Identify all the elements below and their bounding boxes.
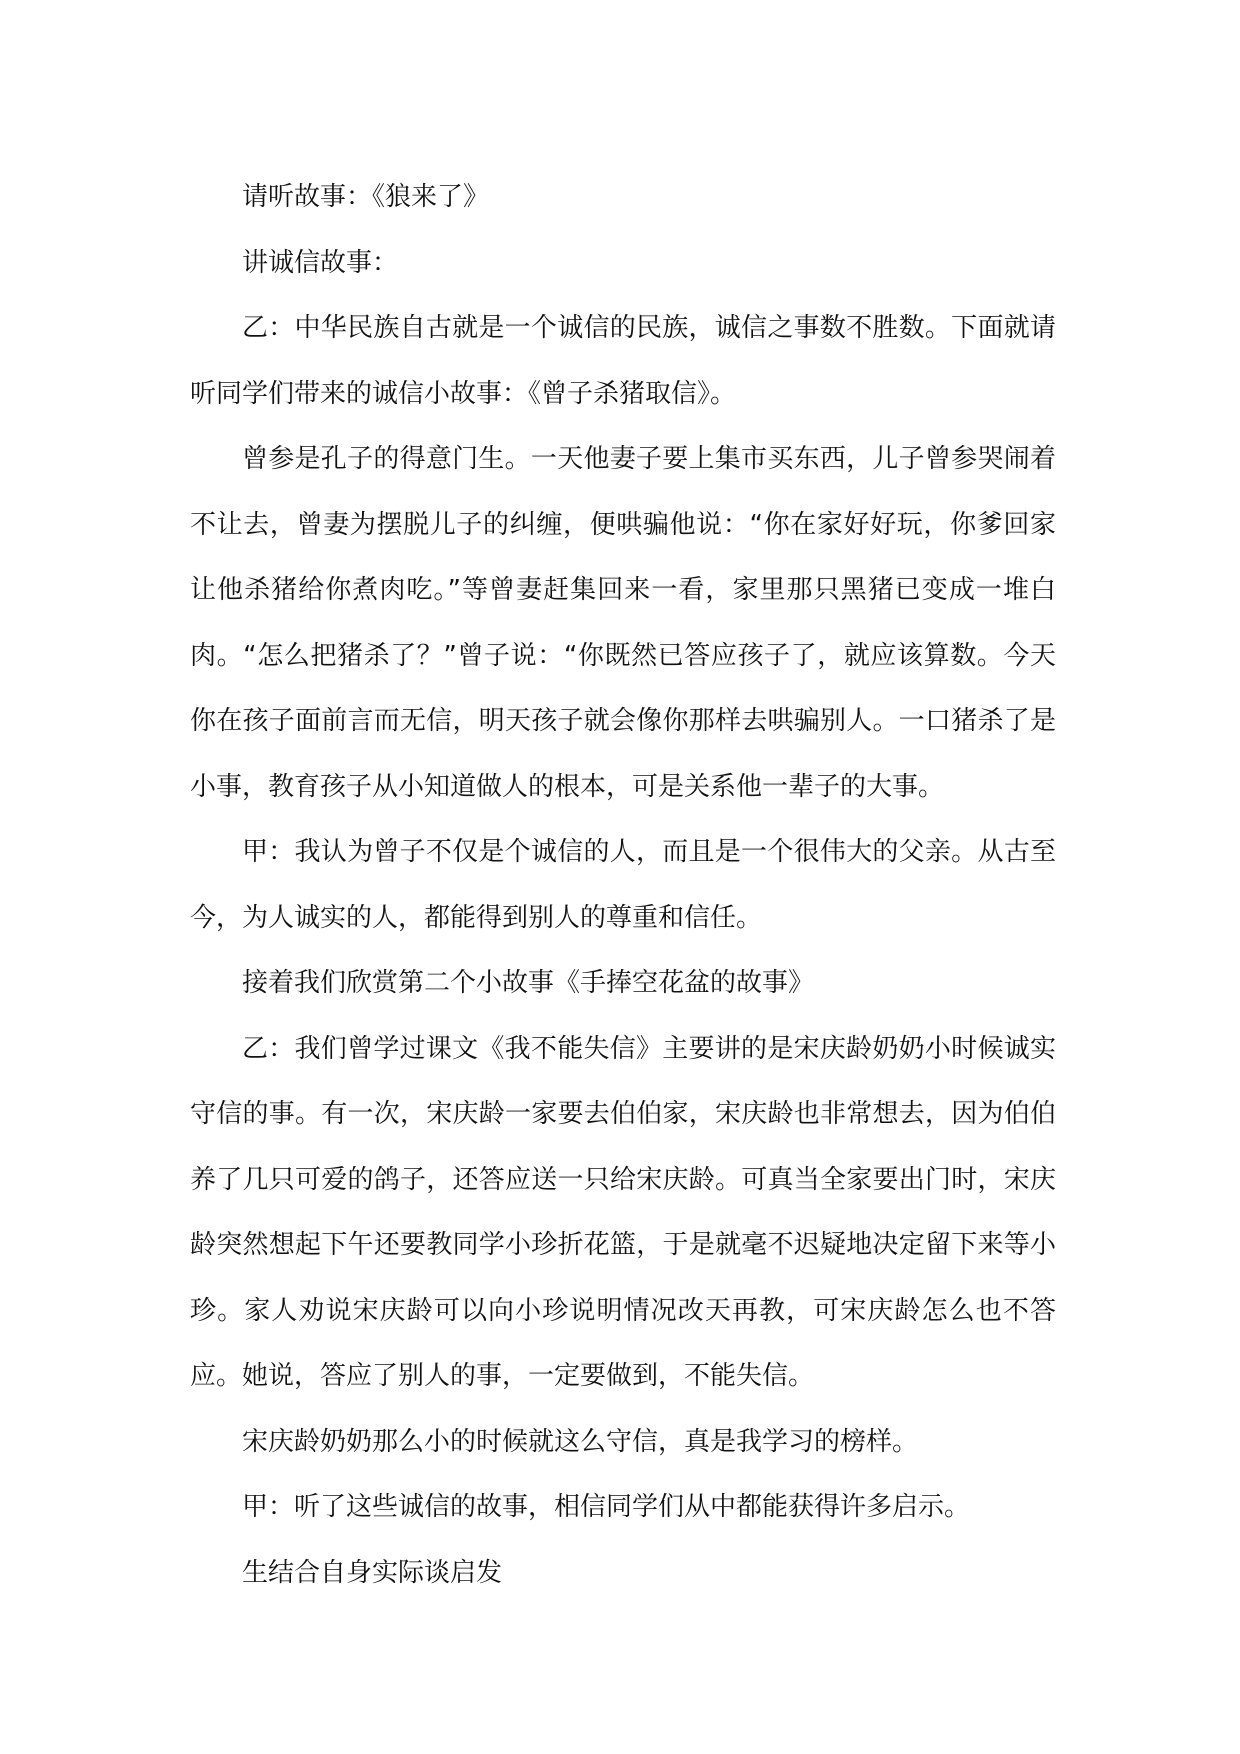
- paragraph-jia-conclusion: 甲：听了这些诚信的故事，相信同学们从中都能获得许多启示。: [242, 1492, 971, 1522]
- paragraph-second-story-intro: 接着我们欣赏第二个小故事《手捧空花盆的故事》: [242, 968, 815, 998]
- paragraph-yi-intro: 乙：中华民族自古就是一个诚信的民族，诚信之事数不胜数。下面就请听同学们带来的诚信小故事：《曾子杀猪取信》。: [190, 313, 1056, 409]
- paragraph-zengzi-story: 曾参是孔子的得意门生。一天他妻子要上集市买东西，儿子曾参哭闹着不让去，曾妻为摆脱儿子的纠缠，便哄骗他说：“你在家好好玩，你爹回家让他杀猪给你煮肉吃。”等曾妻赶集回来一看，家里那只黑猪已变成一堆白肉。“怎么把猪杀了？”曾子说：“你既然已答应孩子了，就应该算数。今天你在孩子面前言而无信，明天孩子就会像你那样去哄骗别人。一口猪杀了是小事，教育孩子从小知道做人的根本，可是关系他一辈子的大事。: [190, 444, 1056, 802]
- paragraph-story-intro: 请听故事：《狼来了》: [242, 182, 490, 212]
- paragraph-integrity-stories-heading: 讲诚信故事：: [242, 247, 399, 278]
- paragraph-student-discussion: 生结合自身实际谈启发: [242, 1557, 503, 1588]
- paragraph-song-qingling-story: 乙：我们曾学过课文《我不能失信》主要讲的是宋庆龄奶奶小时候诚实守信的事。有一次，宋庆龄一家要去伯伯家，宋庆龄也非常想去，因为伯伯养了几只可爱的鸽子，还答应送一只给宋庆龄。可真当全家要出门时，宋庆龄突然想起下午还要教同学小珍折花篮，于是就毫不迟疑地决定留下来等小珍。家人劝说宋庆龄可以向小珍说明情况改天再教，可宋庆龄怎么也不答应。她说，答应了别人的事，一定要做到，不能失信。: [190, 1033, 1056, 1391]
- paragraph-role-model: 宋庆龄奶奶那么小的时候就这么守信，真是我学习的榜样。: [242, 1426, 919, 1457]
- paragraph-jia-comment: 甲：我认为曾子不仅是个诚信的人，而且是一个很伟大的父亲。从古至今，为人诚实的人，都能得到别人的尊重和信任。: [190, 837, 1056, 933]
- document-body: [190, 165, 1056, 1606]
